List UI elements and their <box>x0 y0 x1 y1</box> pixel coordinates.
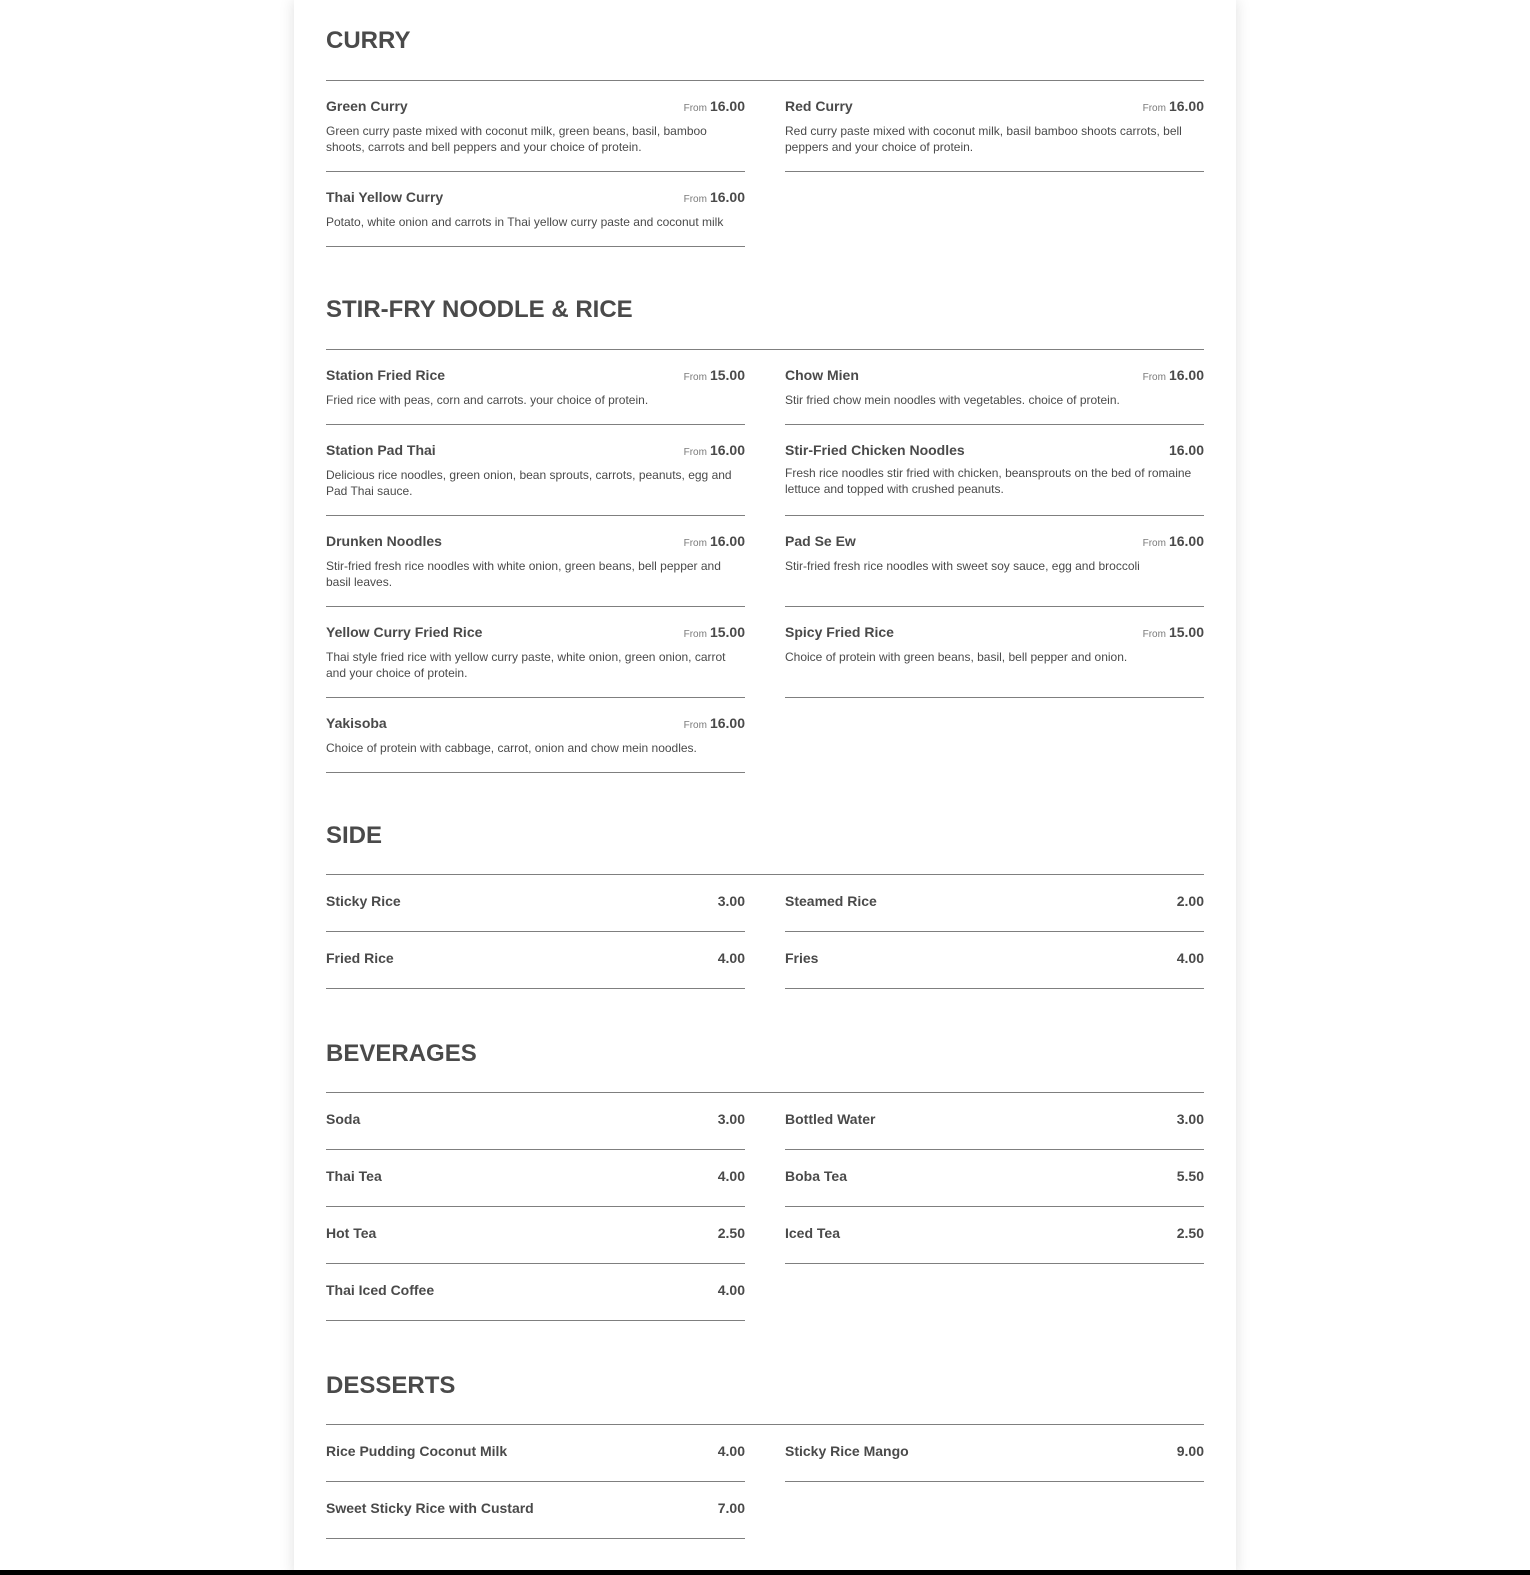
item-price: 2.00 <box>1176 893 1204 909</box>
item-description: Stir fried chow mein noodles with vegetables. choice of protein. <box>785 393 1120 407</box>
item-description: Choice of protein with cabbage, carrot, onion and chow mein noodles. <box>326 741 697 755</box>
item-name: Fries <box>785 950 819 966</box>
menu-item-sticky-rice-mango[interactable] <box>785 1425 1204 1482</box>
item-description: Fresh rice noodles stir fried with chicken, beansprouts on the bed of romaine lettuce and topped with crushed peanuts. <box>785 466 1192 496</box>
item-price: 3.00 <box>717 1111 745 1127</box>
from-label: From <box>683 103 707 114</box>
item-name: Stir-Fried Chicken Noodles <box>785 442 965 458</box>
item-name: Thai Yellow Curry <box>326 189 444 205</box>
menu-item-sticky-rice[interactable] <box>326 875 745 932</box>
item-price: 16.00 <box>1168 98 1204 114</box>
item-name: Yakisoba <box>326 715 387 731</box>
from-label: From <box>683 720 707 731</box>
menu-item-drunken-noodles[interactable] <box>326 516 745 607</box>
from-label: From <box>683 629 707 640</box>
item-price: 4.00 <box>717 1168 745 1184</box>
item-description: Red curry paste mixed with coconut milk, basil bamboo shoots carrots, bell peppers and your choice of protein. <box>785 124 1182 154</box>
item-name: Rice Pudding Coconut Milk <box>326 1443 508 1459</box>
item-name: Soda <box>326 1111 361 1127</box>
menu-item-pad-se-ew[interactable] <box>785 516 1204 607</box>
item-name: Drunken Noodles <box>326 533 442 549</box>
item-name: Thai Iced Coffee <box>326 1282 435 1298</box>
item-price: 4.00 <box>717 1443 745 1459</box>
item-price: 15.00 <box>709 367 745 383</box>
item-description: Thai style fried rice with yellow curry paste, white onion, green onion, carrot and your choice of protein. <box>326 650 726 680</box>
from-label: From <box>1142 103 1166 114</box>
from-label: From <box>683 447 707 458</box>
item-price: 7.00 <box>717 1500 745 1516</box>
item-description: Stir-fried fresh rice noodles with white onion, green beans, bell pepper and basil leaves. <box>326 559 721 589</box>
item-description: Stir-fried fresh rice noodles with sweet soy sauce, egg and broccoli <box>785 559 1140 573</box>
menu-item-bottled-water[interactable] <box>785 1093 1204 1150</box>
item-price: 9.00 <box>1176 1443 1204 1459</box>
item-price: 15.00 <box>1168 624 1204 640</box>
item-price: 2.50 <box>1176 1225 1204 1241</box>
item-name: Yellow Curry Fried Rice <box>326 624 483 640</box>
item-name: Green Curry <box>326 98 408 114</box>
item-price: 16.00 <box>1168 533 1204 549</box>
menu-item-station-fried-rice[interactable] <box>326 350 745 425</box>
item-name: Sweet Sticky Rice with Custard <box>326 1500 534 1516</box>
item-description: Green curry paste mixed with coconut milk, green beans, basil, bamboo shoots, carrots and bell peppers and your choice of protein. <box>326 124 707 154</box>
menu-item-soda[interactable] <box>326 1093 745 1150</box>
item-price: 2.50 <box>717 1225 745 1241</box>
item-name: Spicy Fried Rice <box>785 624 894 640</box>
menu-item-green-curry[interactable] <box>326 81 745 172</box>
from-label: From <box>1142 538 1166 549</box>
menu-grid <box>326 81 1204 247</box>
item-price: 16.00 <box>1168 367 1204 383</box>
from-label: From <box>1142 372 1166 383</box>
item-description: Potato, white onion and carrots in Thai yellow curry paste and coconut milk <box>326 215 724 229</box>
item-price: 15.00 <box>709 624 745 640</box>
menu-page <box>294 0 1236 1575</box>
menu-grid <box>326 875 1204 989</box>
section-title-beverages: BEVERAGES <box>326 1013 1204 1093</box>
section-title-desserts: DESSERTS <box>326 1345 1204 1425</box>
menu-grid <box>326 1093 1204 1321</box>
item-price: 4.00 <box>1176 950 1204 966</box>
menu-item-sweet-sticky-rice-with-custard[interactable] <box>326 1482 745 1539</box>
item-name: Station Fried Rice <box>326 367 446 383</box>
menu-item-boba-tea[interactable] <box>785 1150 1204 1207</box>
menu-item-red-curry[interactable] <box>785 81 1204 172</box>
from-label: From <box>683 538 707 549</box>
item-name: Red Curry <box>785 98 853 114</box>
menu-item-thai-iced-coffee[interactable] <box>326 1264 745 1321</box>
item-price: 16.00 <box>709 533 745 549</box>
item-description: Fried rice with peas, corn and carrots. your choice of protein. <box>326 393 649 407</box>
from-label: From <box>683 194 707 205</box>
section-desserts <box>326 1345 1204 1539</box>
item-price: 3.00 <box>1176 1111 1204 1127</box>
section-side <box>326 795 1204 989</box>
menu-grid <box>326 350 1204 773</box>
section-stir-fry <box>326 269 1204 773</box>
menu-item-yellow-curry-fried-rice[interactable] <box>326 607 745 698</box>
item-name: Boba Tea <box>785 1168 847 1184</box>
item-price: 16.00 <box>1168 442 1204 458</box>
menu-item-stir-fried-chicken-noodles[interactable] <box>785 425 1204 516</box>
item-name: Chow Mien <box>785 367 859 383</box>
item-name: Thai Tea <box>326 1168 382 1184</box>
from-label: From <box>683 372 707 383</box>
item-price: 16.00 <box>709 98 745 114</box>
section-title-side: SIDE <box>326 795 1204 875</box>
menu-item-thai-tea[interactable] <box>326 1150 745 1207</box>
item-description: Delicious rice noodles, green onion, bean sprouts, carrots, peanuts, egg and Pad Thai sauce. <box>326 468 732 498</box>
section-curry <box>326 0 1204 247</box>
menu-item-iced-tea[interactable] <box>785 1207 1204 1264</box>
menu-item-hot-tea[interactable] <box>326 1207 745 1264</box>
menu-grid <box>326 1425 1204 1539</box>
menu-item-fried-rice[interactable] <box>326 932 745 989</box>
item-name: Sticky Rice Mango <box>785 1443 909 1459</box>
item-name: Fried Rice <box>326 950 394 966</box>
menu-item-spicy-fried-rice[interactable] <box>785 607 1204 698</box>
item-price: 5.50 <box>1176 1168 1204 1184</box>
item-name: Steamed Rice <box>785 893 877 909</box>
menu-item-chow-mien[interactable] <box>785 350 1204 425</box>
item-price: 4.00 <box>717 1282 745 1298</box>
section-beverages <box>326 1013 1204 1321</box>
bottom-bar <box>0 1570 1530 1575</box>
menu-item-yakisoba[interactable] <box>326 698 745 773</box>
item-name: Bottled Water <box>785 1111 876 1127</box>
item-name: Iced Tea <box>785 1225 840 1241</box>
item-description: Choice of protein with green beans, basil, bell pepper and onion. <box>785 650 1128 664</box>
menu-item-steamed-rice[interactable] <box>785 875 1204 932</box>
menu-item-rice-pudding-coconut-milk[interactable] <box>326 1425 745 1482</box>
item-price: 3.00 <box>717 893 745 909</box>
from-label: From <box>1142 629 1166 640</box>
menu-item-station-pad-thai[interactable] <box>326 425 745 516</box>
item-price: 16.00 <box>709 442 745 458</box>
item-price: 4.00 <box>717 950 745 966</box>
item-name: Pad Se Ew <box>785 533 856 549</box>
menu-item-thai-yellow-curry[interactable] <box>326 172 745 247</box>
menu-item-fries[interactable] <box>785 932 1204 989</box>
item-name: Hot Tea <box>326 1225 377 1241</box>
section-title-curry: CURRY <box>326 0 1204 81</box>
item-name: Station Pad Thai <box>326 442 436 458</box>
item-price: 16.00 <box>709 715 745 731</box>
item-name: Sticky Rice <box>326 893 401 909</box>
section-title-stir-fry: STIR-FRY NOODLE & RICE <box>326 269 1204 350</box>
item-price: 16.00 <box>709 189 745 205</box>
